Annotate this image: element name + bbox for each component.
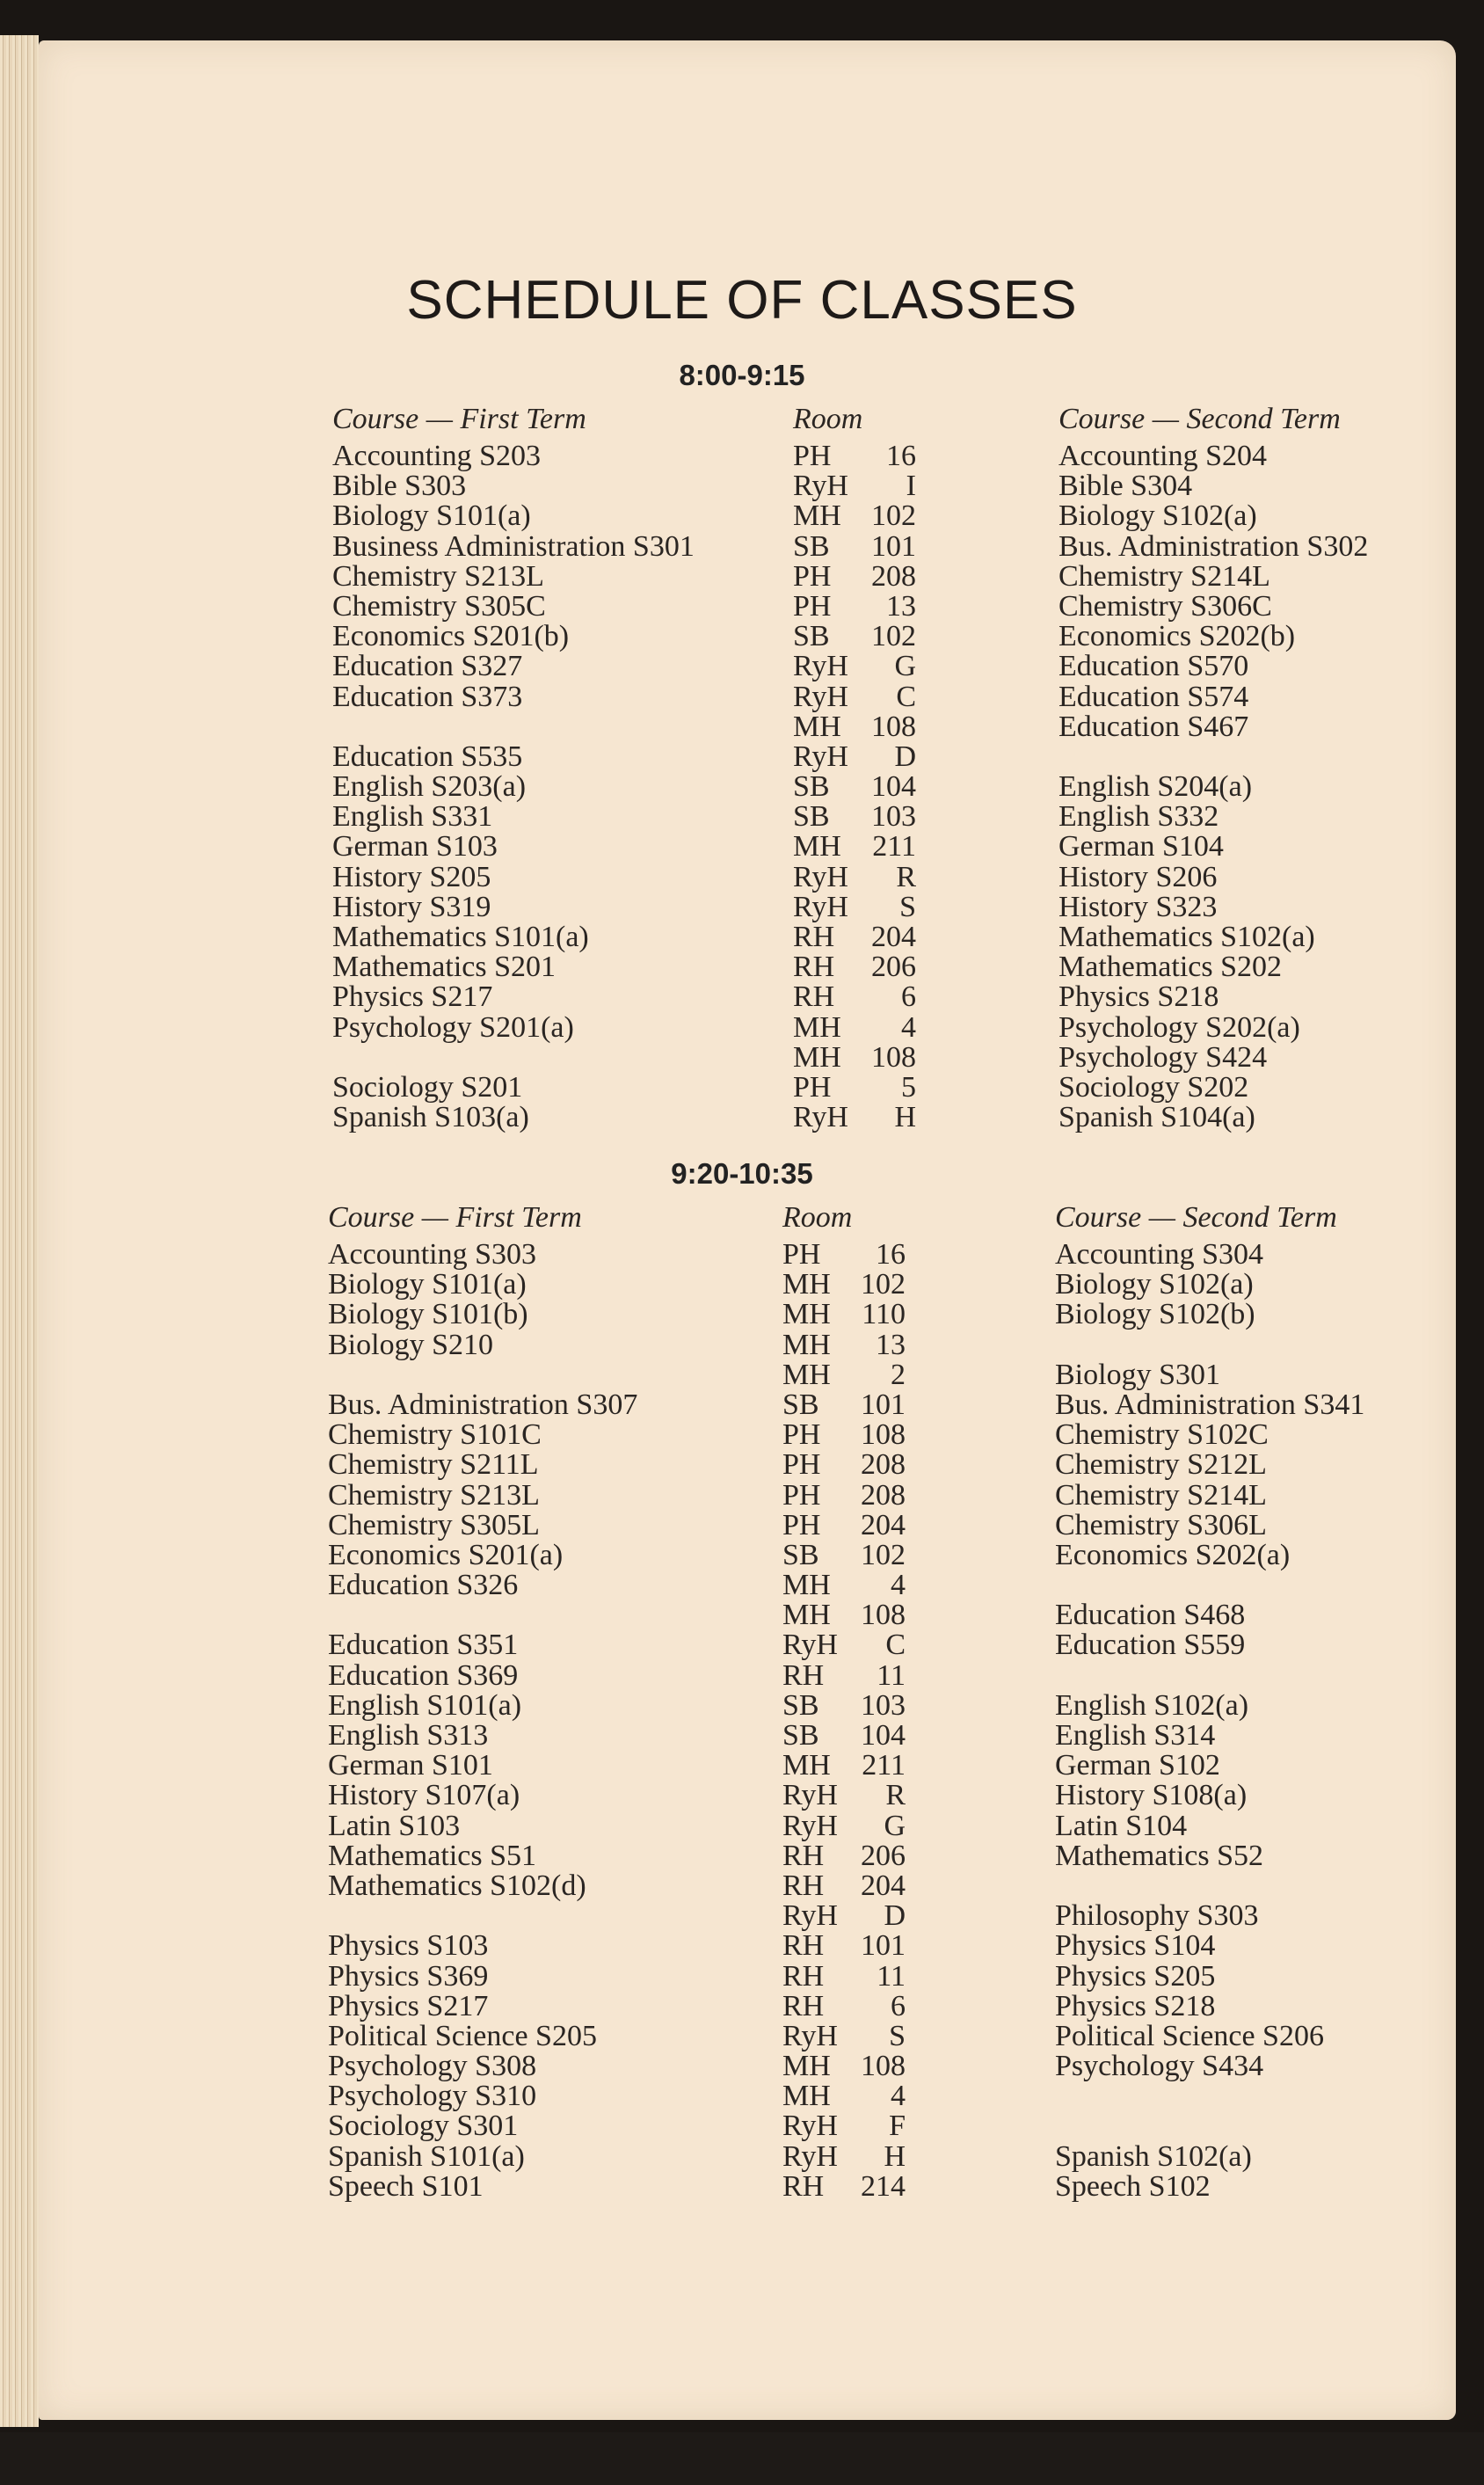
second-term-course: German S104 bbox=[1058, 830, 1224, 864]
room-number: C bbox=[885, 1629, 906, 1662]
first-term-course: Chemistry S211L bbox=[328, 1448, 539, 1482]
building: MH bbox=[793, 1010, 841, 1044]
room-number: 102 bbox=[861, 1538, 906, 1571]
building: RH bbox=[782, 1959, 825, 1993]
building: RyH bbox=[782, 1629, 838, 1662]
table-row bbox=[0, 1270, 1484, 1300]
first-term-course: Physics S217 bbox=[332, 980, 493, 1014]
table-row bbox=[0, 1989, 1484, 2022]
room-number: C bbox=[896, 680, 916, 713]
second-term-course: Political Science S206 bbox=[1055, 2019, 1324, 2052]
building: RyH bbox=[793, 890, 848, 923]
table-header bbox=[0, 1196, 1484, 1240]
table-row bbox=[0, 2169, 1484, 2203]
first-term-course: Psychology S310 bbox=[328, 2080, 537, 2113]
room-number: 5 bbox=[901, 1070, 916, 1104]
header-room: Room bbox=[793, 403, 863, 435]
first-term-course: Bus. Administration S307 bbox=[328, 1388, 638, 1421]
second-term-course: Psychology S434 bbox=[1055, 2050, 1264, 2083]
second-term-course: Education S570 bbox=[1058, 650, 1249, 683]
table-row bbox=[0, 501, 1484, 531]
first-term-course: German S101 bbox=[328, 1749, 493, 1782]
room-number: 13 bbox=[876, 1328, 906, 1361]
building: SB bbox=[793, 770, 830, 804]
header-first-term: Course — First Term bbox=[332, 403, 586, 435]
building: RH bbox=[793, 951, 835, 984]
table-row bbox=[0, 1240, 1484, 1270]
second-term-course: Biology S301 bbox=[1055, 1358, 1220, 1391]
header-first-term: Course — First Term bbox=[328, 1201, 582, 1234]
second-term-course: Biology S102(b) bbox=[1055, 1298, 1255, 1331]
first-term-course: Biology S210 bbox=[328, 1328, 493, 1361]
first-term-course: Physics S103 bbox=[328, 1929, 489, 1963]
table-row bbox=[0, 1630, 1484, 1660]
table-row bbox=[0, 1751, 1484, 1781]
building: SB bbox=[793, 529, 830, 563]
second-term-course: Education S574 bbox=[1058, 680, 1249, 713]
building: RyH bbox=[793, 650, 848, 683]
header-second-term: Course — Second Term bbox=[1055, 1201, 1337, 1234]
table-row bbox=[0, 832, 1484, 862]
second-term-course: Spanish S102(a) bbox=[1055, 2139, 1252, 2173]
first-term-course: Business Administration S301 bbox=[332, 529, 695, 563]
building: MH bbox=[793, 830, 841, 864]
room-number: 204 bbox=[871, 921, 916, 953]
first-term-course: Mathematics S101(a) bbox=[332, 921, 589, 953]
first-term-course: Economics S201(a) bbox=[328, 1538, 564, 1571]
building: RH bbox=[782, 1989, 825, 2022]
room-number: 101 bbox=[871, 529, 916, 563]
building: PH bbox=[793, 589, 832, 623]
second-term-course: German S102 bbox=[1055, 1749, 1220, 1782]
first-term-course: Political Science S205 bbox=[328, 2019, 597, 2052]
building: RyH bbox=[793, 860, 848, 893]
table-row bbox=[0, 1901, 1484, 1931]
first-term-course: Physics S217 bbox=[328, 1989, 489, 2022]
building: PH bbox=[793, 1070, 832, 1104]
first-term-course: English S203(a) bbox=[332, 770, 527, 804]
building: RH bbox=[793, 980, 835, 1014]
building: MH bbox=[782, 1569, 831, 1602]
table-row bbox=[0, 622, 1484, 652]
room-number: 6 bbox=[901, 980, 916, 1014]
table-row bbox=[0, 772, 1484, 802]
room-number: 211 bbox=[872, 830, 916, 864]
building: RH bbox=[793, 921, 835, 953]
room-number: 108 bbox=[871, 1040, 916, 1074]
building: MH bbox=[782, 1298, 831, 1331]
table-row bbox=[0, 1781, 1484, 1811]
second-term-course: Education S468 bbox=[1055, 1599, 1246, 1632]
schedule-table-session-1 bbox=[0, 397, 1484, 1133]
table-row bbox=[0, 802, 1484, 832]
second-term-course: Education S467 bbox=[1058, 710, 1249, 743]
room-number: D bbox=[894, 740, 916, 773]
table-row bbox=[0, 1040, 1484, 1074]
room-number: 208 bbox=[861, 1478, 906, 1512]
building: MH bbox=[782, 2080, 831, 2113]
table-row bbox=[0, 1688, 1484, 1722]
room-number: 16 bbox=[886, 440, 916, 472]
first-term-course: English S101(a) bbox=[328, 1688, 522, 1722]
second-term-course: Psychology S424 bbox=[1058, 1040, 1268, 1074]
room-number: H bbox=[884, 2139, 906, 2173]
room-number: R bbox=[896, 860, 916, 893]
second-term-course: English S102(a) bbox=[1055, 1688, 1249, 1722]
room-number: G bbox=[884, 1809, 906, 1842]
second-term-course: English S332 bbox=[1058, 800, 1219, 834]
table-row bbox=[0, 559, 1484, 593]
building: RyH bbox=[793, 1101, 848, 1134]
first-term-course: Education S373 bbox=[332, 680, 523, 713]
table-row bbox=[0, 712, 1484, 742]
second-term-course: Bus. Administration S341 bbox=[1055, 1388, 1365, 1421]
room-number: 101 bbox=[861, 1929, 906, 1963]
room-number: 108 bbox=[871, 710, 916, 743]
second-term-course: Chemistry S306C bbox=[1058, 589, 1272, 623]
second-term-course: Sociology S202 bbox=[1058, 1070, 1249, 1104]
table-row bbox=[0, 2081, 1484, 2111]
room-number: 103 bbox=[861, 1688, 906, 1722]
session-time-1: 8:00-9:15 bbox=[679, 359, 805, 391]
first-term-course: Education S327 bbox=[332, 650, 523, 683]
first-term-course: Spanish S101(a) bbox=[328, 2139, 525, 2173]
first-term-course: Accounting S303 bbox=[328, 1238, 537, 1271]
table-row bbox=[0, 1450, 1484, 1480]
building: RyH bbox=[782, 2110, 838, 2143]
building: MH bbox=[793, 710, 841, 743]
room-number: 104 bbox=[871, 770, 916, 804]
building: RH bbox=[782, 2169, 825, 2203]
building: SB bbox=[782, 1388, 819, 1421]
building: PH bbox=[782, 1478, 821, 1512]
building: SB bbox=[782, 1719, 819, 1752]
first-term-course: Sociology S301 bbox=[328, 2110, 519, 2143]
table-row bbox=[0, 922, 1484, 952]
building: SB bbox=[782, 1538, 819, 1571]
table-row bbox=[0, 1721, 1484, 1751]
first-term-course: Spanish S103(a) bbox=[332, 1101, 529, 1134]
room-number: 214 bbox=[861, 2169, 906, 2203]
building: RyH bbox=[782, 1779, 838, 1812]
first-term-course: Chemistry S101C bbox=[328, 1418, 542, 1452]
second-term-course: Biology S102(a) bbox=[1058, 499, 1257, 533]
first-term-course: Accounting S203 bbox=[332, 440, 542, 472]
first-term-course: Economics S201(b) bbox=[332, 620, 570, 653]
table-row bbox=[0, 952, 1484, 982]
second-term-course: History S108(a) bbox=[1055, 1779, 1248, 1812]
building: RH bbox=[782, 1869, 825, 1902]
second-term-course: Psychology S202(a) bbox=[1058, 1010, 1300, 1044]
second-term-course: Chemistry S212L bbox=[1055, 1448, 1267, 1482]
table-header bbox=[0, 397, 1484, 441]
second-term-course: Economics S202(b) bbox=[1058, 620, 1296, 653]
building: RyH bbox=[782, 1809, 838, 1842]
table-row bbox=[0, 2051, 1484, 2081]
building: MH bbox=[793, 1040, 841, 1074]
header-room: Room bbox=[782, 1201, 853, 1234]
table-row bbox=[0, 742, 1484, 772]
table-row bbox=[0, 1070, 1484, 1104]
room-number: 204 bbox=[861, 1508, 906, 1541]
table-row bbox=[0, 1330, 1484, 1360]
second-term-course: History S323 bbox=[1058, 890, 1218, 923]
building: PH bbox=[782, 1238, 821, 1271]
room-number: 108 bbox=[861, 1418, 906, 1452]
first-term-course: Biology S101(a) bbox=[328, 1268, 527, 1301]
table-row bbox=[0, 1658, 1484, 1692]
table-row bbox=[0, 1390, 1484, 1420]
first-term-course: German S103 bbox=[332, 830, 498, 864]
room-number: 4 bbox=[891, 1569, 906, 1602]
building: RyH bbox=[782, 2019, 838, 2052]
room-number: F bbox=[889, 2110, 906, 2143]
first-term-course: Chemistry S305C bbox=[332, 589, 546, 623]
table-row bbox=[0, 1931, 1484, 1961]
first-term-course: Psychology S201(a) bbox=[332, 1010, 574, 1044]
first-term-course: Latin S103 bbox=[328, 1809, 461, 1842]
table-row bbox=[0, 589, 1484, 623]
room-number: 208 bbox=[871, 559, 916, 593]
second-term-course: Bible S304 bbox=[1058, 470, 1193, 503]
second-term-course: Economics S202(a) bbox=[1055, 1538, 1291, 1571]
table-row bbox=[0, 1010, 1484, 1044]
table-row bbox=[0, 1538, 1484, 1571]
first-term-course: Physics S369 bbox=[328, 1959, 489, 1993]
room-number: 110 bbox=[862, 1298, 906, 1331]
building: PH bbox=[782, 1508, 821, 1541]
table-row bbox=[0, 682, 1484, 712]
table-row bbox=[0, 1600, 1484, 1630]
table-row bbox=[0, 652, 1484, 681]
table-row bbox=[0, 1103, 1484, 1133]
room-number: 4 bbox=[901, 1010, 916, 1044]
building: SB bbox=[793, 620, 830, 653]
building: SB bbox=[793, 800, 830, 834]
table-row bbox=[0, 1841, 1484, 1871]
second-term-course: Mathematics S102(a) bbox=[1058, 921, 1315, 953]
table-row bbox=[0, 860, 1484, 893]
second-term-course: Spanish S104(a) bbox=[1058, 1101, 1255, 1134]
room-number: 204 bbox=[861, 1869, 906, 1902]
second-term-course: Physics S218 bbox=[1055, 1989, 1216, 2022]
room-number: 108 bbox=[861, 2050, 906, 2083]
first-term-course: Chemistry S213L bbox=[328, 1478, 540, 1512]
table-row bbox=[0, 1360, 1484, 1390]
building: PH bbox=[782, 1448, 821, 1482]
room-number: 206 bbox=[861, 1839, 906, 1872]
building: RH bbox=[782, 1929, 825, 1963]
building: MH bbox=[782, 1268, 831, 1301]
room-number: S bbox=[889, 2019, 906, 2052]
building: RyH bbox=[793, 680, 848, 713]
first-term-course: English S331 bbox=[332, 800, 493, 834]
building: PH bbox=[793, 559, 832, 593]
second-term-course: Education S559 bbox=[1055, 1629, 1246, 1662]
room-number: 102 bbox=[871, 620, 916, 653]
room-number: 102 bbox=[861, 1268, 906, 1301]
second-term-course: Philosophy S303 bbox=[1055, 1899, 1259, 1933]
table-row bbox=[0, 1570, 1484, 1600]
room-number: 206 bbox=[871, 951, 916, 984]
room-number: G bbox=[894, 650, 916, 683]
first-term-course: Education S351 bbox=[328, 1629, 519, 1662]
room-number: I bbox=[906, 470, 916, 503]
room-number: 108 bbox=[861, 1599, 906, 1632]
first-term-course: Mathematics S201 bbox=[332, 951, 556, 984]
room-number: R bbox=[885, 1779, 906, 1812]
room-number: 11 bbox=[877, 1658, 906, 1692]
header-second-term: Course — Second Term bbox=[1058, 403, 1341, 435]
second-term-course: Chemistry S102C bbox=[1055, 1418, 1269, 1452]
table-row bbox=[0, 1300, 1484, 1330]
table-row bbox=[0, 1871, 1484, 1901]
building: RyH bbox=[782, 1899, 838, 1933]
room-number: 4 bbox=[891, 2080, 906, 2113]
table-row bbox=[0, 890, 1484, 923]
building: RH bbox=[782, 1839, 825, 1872]
second-term-course: Bus. Administration S302 bbox=[1058, 529, 1369, 563]
table-row bbox=[0, 1420, 1484, 1450]
building: RH bbox=[782, 1658, 825, 1692]
second-term-course: Mathematics S52 bbox=[1055, 1839, 1264, 1872]
table-row bbox=[0, 982, 1484, 1012]
first-term-course: Education S326 bbox=[328, 1569, 519, 1602]
table-row bbox=[0, 2019, 1484, 2052]
first-term-course: History S107(a) bbox=[328, 1779, 520, 1812]
building: MH bbox=[782, 1599, 831, 1632]
room-number: 104 bbox=[861, 1719, 906, 1752]
first-term-course: Sociology S201 bbox=[332, 1070, 523, 1104]
building: PH bbox=[782, 1418, 821, 1452]
second-term-course: Chemistry S306L bbox=[1055, 1508, 1267, 1541]
second-term-course: Accounting S204 bbox=[1058, 440, 1268, 472]
first-term-course: Biology S101(a) bbox=[332, 499, 531, 533]
building: SB bbox=[782, 1688, 819, 1722]
first-term-course: Chemistry S305L bbox=[328, 1508, 540, 1541]
building: RyH bbox=[793, 470, 848, 503]
table-row bbox=[0, 1811, 1484, 1841]
table-row bbox=[0, 1508, 1484, 1541]
room-number: D bbox=[884, 1899, 906, 1933]
second-term-course: Physics S104 bbox=[1055, 1929, 1216, 1963]
building: RyH bbox=[782, 2139, 838, 2173]
session-time-2: 9:20-10:35 bbox=[671, 1157, 813, 1190]
room-number: 208 bbox=[861, 1448, 906, 1482]
building: MH bbox=[782, 2050, 831, 2083]
room-number: H bbox=[894, 1101, 916, 1134]
table-row bbox=[0, 529, 1484, 563]
building: MH bbox=[782, 1328, 831, 1361]
table-row bbox=[0, 2139, 1484, 2173]
room-number: 2 bbox=[891, 1358, 906, 1391]
scan-bottom-border bbox=[0, 2432, 1484, 2485]
room-number: 16 bbox=[876, 1238, 906, 1271]
first-term-course: Chemistry S213L bbox=[332, 559, 544, 593]
building: MH bbox=[793, 499, 841, 533]
first-term-course: Bible S303 bbox=[332, 470, 467, 503]
second-term-course: Physics S218 bbox=[1058, 980, 1219, 1014]
page-title: SCHEDULE OF CLASSES bbox=[406, 270, 1078, 331]
room-number: 211 bbox=[862, 1749, 906, 1782]
room-number: 11 bbox=[877, 1959, 906, 1993]
second-term-course: Speech S102 bbox=[1055, 2169, 1211, 2203]
second-term-course: Latin S104 bbox=[1055, 1809, 1188, 1842]
table-row bbox=[0, 441, 1484, 471]
first-term-course: Education S369 bbox=[328, 1658, 519, 1692]
table-row bbox=[0, 2111, 1484, 2141]
room-number: 6 bbox=[891, 1989, 906, 2022]
second-term-course: English S314 bbox=[1055, 1719, 1216, 1752]
first-term-course: Speech S101 bbox=[328, 2169, 484, 2203]
first-term-course: History S319 bbox=[332, 890, 491, 923]
room-number: S bbox=[899, 890, 916, 923]
first-term-course: History S205 bbox=[332, 860, 491, 893]
second-term-course: Chemistry S214L bbox=[1058, 559, 1270, 593]
table-row bbox=[0, 1478, 1484, 1512]
table-row bbox=[0, 471, 1484, 501]
first-term-course: Psychology S308 bbox=[328, 2050, 537, 2083]
second-term-course: History S206 bbox=[1058, 860, 1218, 893]
second-term-course: Mathematics S202 bbox=[1058, 951, 1283, 984]
first-term-course: English S313 bbox=[328, 1719, 489, 1752]
second-term-course: Chemistry S214L bbox=[1055, 1478, 1267, 1512]
schedule-table-session-2 bbox=[0, 1196, 1484, 2202]
building: RyH bbox=[793, 740, 848, 773]
second-term-course: English S204(a) bbox=[1058, 770, 1253, 804]
first-term-course: Mathematics S51 bbox=[328, 1839, 537, 1872]
first-term-course: Education S535 bbox=[332, 740, 523, 773]
room-number: 103 bbox=[871, 800, 916, 834]
building: PH bbox=[793, 440, 832, 472]
room-number: 101 bbox=[861, 1388, 906, 1421]
first-term-course: Biology S101(b) bbox=[328, 1298, 528, 1331]
second-term-course: Physics S205 bbox=[1055, 1959, 1216, 1993]
building: MH bbox=[782, 1749, 831, 1782]
second-term-course: Accounting S304 bbox=[1055, 1238, 1264, 1271]
first-term-course: Mathematics S102(d) bbox=[328, 1869, 586, 1902]
table-row bbox=[0, 1959, 1484, 1993]
room-number: 102 bbox=[871, 499, 916, 533]
second-term-course: Biology S102(a) bbox=[1055, 1268, 1254, 1301]
building: MH bbox=[782, 1358, 831, 1391]
room-number: 13 bbox=[886, 589, 916, 623]
